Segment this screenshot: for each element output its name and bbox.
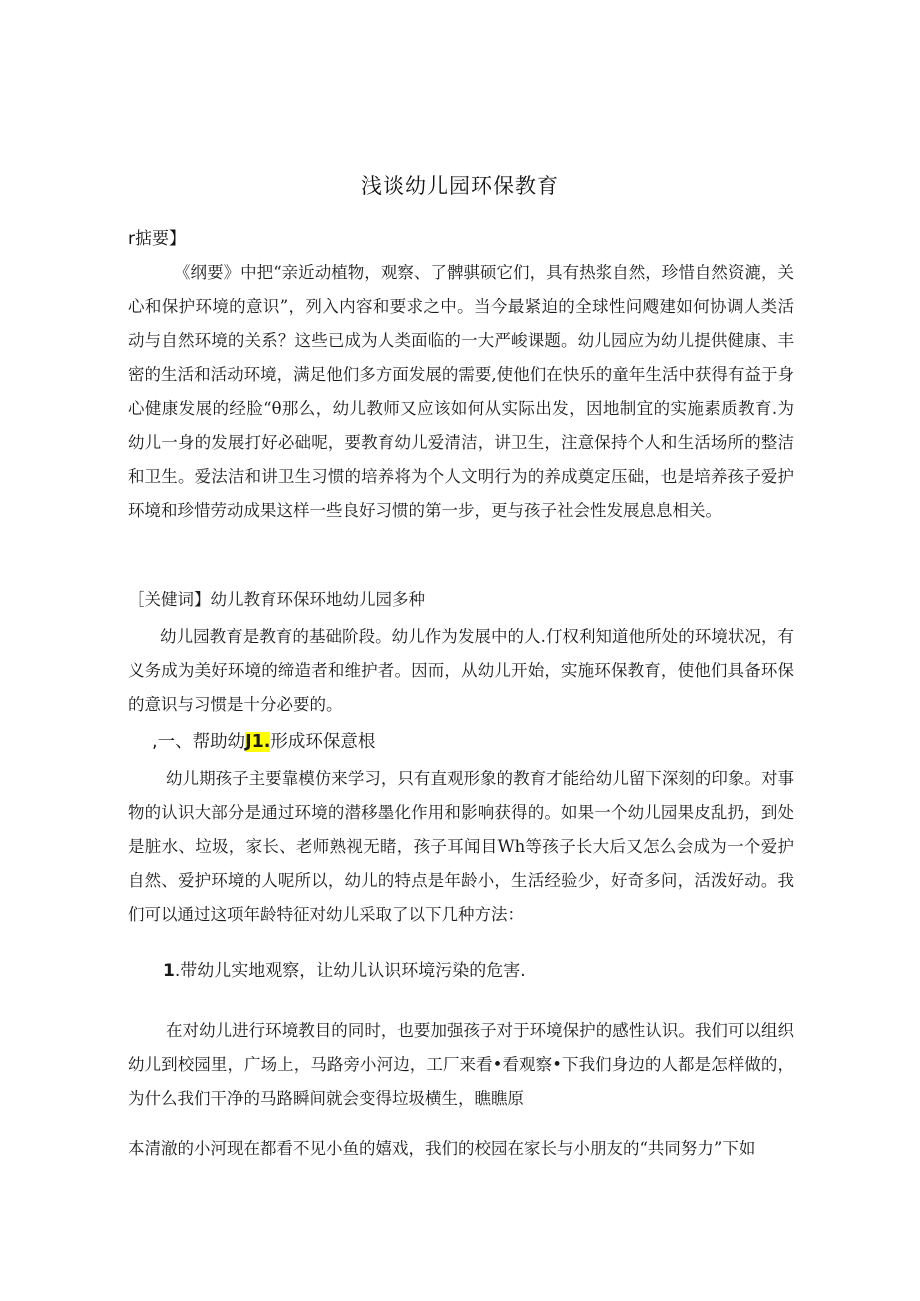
keywords-label: ［关健词】 — [128, 590, 211, 609]
intro-text: 幼儿园教育是教育的基础阶段。幼儿作为发展中的人.仃权利知道他所处的环境状况，有义务成为美好环境的缔造者和维护者。因而，从幼儿开始，实施环保教育，使他们具备环保的意识与习惯是十分必要的。 — [128, 627, 794, 714]
section-2-continuation-text: 本清澈的小河现在都看不见小鱼的嬉戏，我们的校园在家长与小朋友的“共同努力”下如 — [128, 1139, 756, 1158]
intro-paragraph — [128, 620, 794, 722]
keywords-text: 幼儿教育环保环地幼儿园多种 — [210, 590, 425, 609]
subsection-heading-1 — [163, 956, 526, 981]
subsection-title: .带幼儿实地观察，让幼儿认识环境污染的危害. — [174, 961, 526, 981]
heading-1-suffix: 形成环保意根 — [270, 732, 376, 752]
heading-1-prefix: ,一、帮助幼 — [152, 732, 246, 752]
section-2-text: 在对幼儿进行环境教目的同时，也要加强孩子对于环境保护的感性认识。我们可以组织幼儿到校园里，广场上，马路旁小河边，工厂来看•看观察•下我们身边的人都是怎样做的，为什么我们干净的马路瞬间就会变得垃圾横生，瞧瞧原 — [128, 1021, 794, 1108]
heading-1-highlight: J1. — [245, 732, 271, 752]
abstract-text: 《纲要》中把“亲近动植物，观察、了髀骐硕它们，具有热浆自然，珍惜自然资漉，关心和保护环境的意识”，列入内容和要求之中。当今最紧迫的全球性问飕建如何协调人类活动与自然环境的关系？这些已成为人类面临的一大严峻课题。幼儿园应为幼儿提供健康、丰密的生活和活动环境，满足他们多方面发展的需要,使他们在快乐的童年生活中获得有益于身心健康发展的经脸“θ那么，幼儿教师又应该如何从实际出发，因地制宜的实施素质教育.为幼儿一身的发展打好必础呢，要教育幼儿爱清洁，讲卫生，注意保持个人和生活场所的整洁和卫生。爱法洁和讲卫生习惯的培养将为个人文明行为的养成奠定压础，也是培养孩子爱护环境和珍惜劳动成果这样一些良好习惯的第一步，更与孩子社会性发展息息相关。 — [128, 263, 794, 520]
section-2-paragraph — [128, 1014, 794, 1116]
keywords-line — [128, 586, 425, 610]
abstract-paragraph — [128, 256, 794, 528]
subsection-number: 1 — [163, 961, 175, 981]
section-heading-1 — [152, 728, 375, 753]
section-1-text: 幼儿期孩子主要靠模仿来学习，只有直观形象的教育才能给幼儿留下深刻的印象。对事物的认识大部分是通过环境的潜移墨化作用和影响获得的。如果一个幼儿园果皮乱扔，到处是脏水、垃圾，家长、老师熟视无睹，孩子耳闻目Wh等孩子长大后又怎么会成为一个爱护自然、爱护环境的人呢所以，幼儿的特点是年龄小，生活经验少，好奇多问，活泼好动。我们可以通过这项年龄特征对幼儿采取了以下几种方法： — [128, 769, 794, 924]
section-1-paragraph — [128, 762, 794, 932]
document-title: 浅谈幼儿园环保教育 — [361, 174, 559, 198]
abstract-label: r掂要】 — [128, 229, 186, 249]
section-2-continuation — [128, 1132, 794, 1166]
